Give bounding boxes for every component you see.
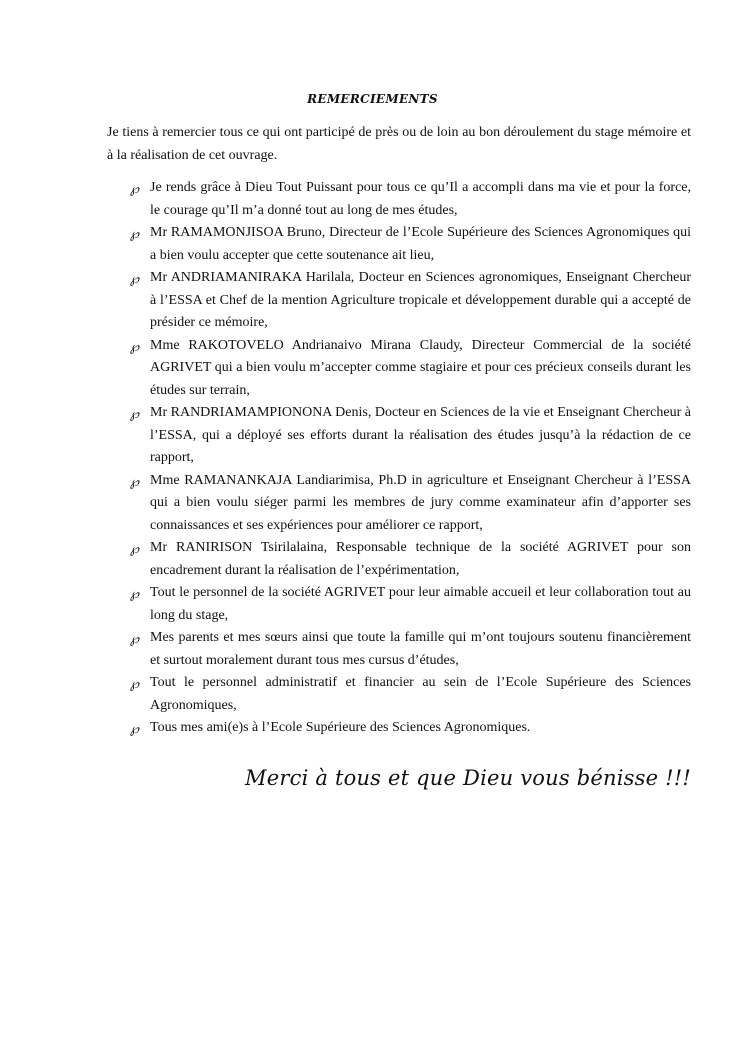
list-item-text: Tous mes ami(e)s à l’Ecole Supérieure des Sciences Agronomiques.: [150, 720, 531, 735]
list-item: [130, 267, 691, 335]
list-item: [130, 402, 691, 470]
list-item-text: Tout le personnel de la société AGRIVET pour leur aimable accueil et leur collaboration tout au long du stage,: [150, 585, 691, 623]
bullet-icon: ℘: [130, 227, 140, 242]
list-item: [130, 335, 691, 403]
list-item-text: Je rends grâce à Dieu Tout Puissant pour tous ce qu’Il a accompli dans ma vie et pour la force, le courage qu’Il m’a donné tout au long de mes études,: [150, 180, 691, 218]
bullet-icon: ℘: [130, 339, 140, 355]
list-item-text: Mme RAMANANKAJA Landiarimisa, Ph.D in agriculture et Enseignant Chercheur à l’ESSA qui a bien voulu siéger parmi les membres de jury comme examinateur afin d’apporter ses connaissances et ses expériences pour améliorer ce rapport,: [150, 472, 691, 533]
intro-paragraph: Je tiens à remercier tous ce qui ont participé de près ou de loin au bon déroulement du stage mémoire et à la réalisation de cet ouvrage.: [107, 125, 691, 163]
list-item-text: Mr ANDRIAMANIRAKA Harilala, Docteur en Sciences agronomiques, Enseignant Chercheur à l’ESSA et Chef de la mention Agriculture tropicale et développement durable qui a accepté de présider ce mémoire,: [150, 270, 691, 330]
list-item: [130, 717, 691, 742]
list-item-text: Mr RANIRISON Tsirilalaina, Responsable technique de la société AGRIVET pour son encadrement durant la réalisation de l’expérimentation,: [150, 540, 691, 578]
bullet-icon: ℘: [130, 677, 140, 692]
bullet-icon: ℘: [130, 587, 140, 602]
list-item: [130, 627, 691, 672]
page-title: REMERCIEMENTS: [307, 92, 438, 106]
bullet-icon: ℘: [130, 272, 140, 287]
list-item: [130, 537, 691, 582]
list-item: [130, 582, 691, 627]
list-item-text: Mr RANDRIAMAMPIONONA Denis, Docteur en Sciences de la vie et Enseignant Chercheur à l’ESSA, qui a déployé ses efforts durant la réalisation des études jusqu’à la rédaction de ce rapport,: [150, 405, 691, 465]
bullet-icon: ℘: [130, 407, 140, 422]
list-item: [130, 222, 691, 267]
list-item: [130, 470, 691, 538]
list-item-text: Mr RAMAMONJISOA Bruno, Directeur de l’Ecole Supérieure des Sciences Agronomiques qui a bien voulu accepter que cette soutenance ait lieu,: [150, 225, 691, 263]
bullet-icon: ℘: [130, 474, 140, 490]
list-item-text: Tout le personnel administratif et financier au sein de l’Ecole Supérieure des Sciences Agronomiques,: [150, 675, 691, 713]
list-item-text: Mme RAKOTOVELO Andrianaivo Mirana Claudy, Directeur Commercial de la société AGRIVET qui a bien voulu m’accepter comme stagiaire et pour ces précieux conseils durant les études sur terrain,: [150, 337, 691, 398]
bullet-icon: ℘: [130, 632, 140, 647]
bullet-icon: ℘: [130, 542, 140, 557]
bullet-icon: ℘: [130, 722, 140, 737]
closing-message: Merci à tous et que Dieu vous bénisse !!!: [245, 766, 691, 790]
list-item: [130, 672, 691, 717]
list-item-text: Mes parents et mes sœurs ainsi que toute la famille qui m’ont toujours soutenu financièrement et surtout moralement durant tous mes cursus d’études,: [150, 630, 691, 668]
list-item: [130, 177, 691, 222]
bullet-icon: ℘: [130, 182, 140, 197]
acknowledgements-list: [130, 177, 691, 742]
